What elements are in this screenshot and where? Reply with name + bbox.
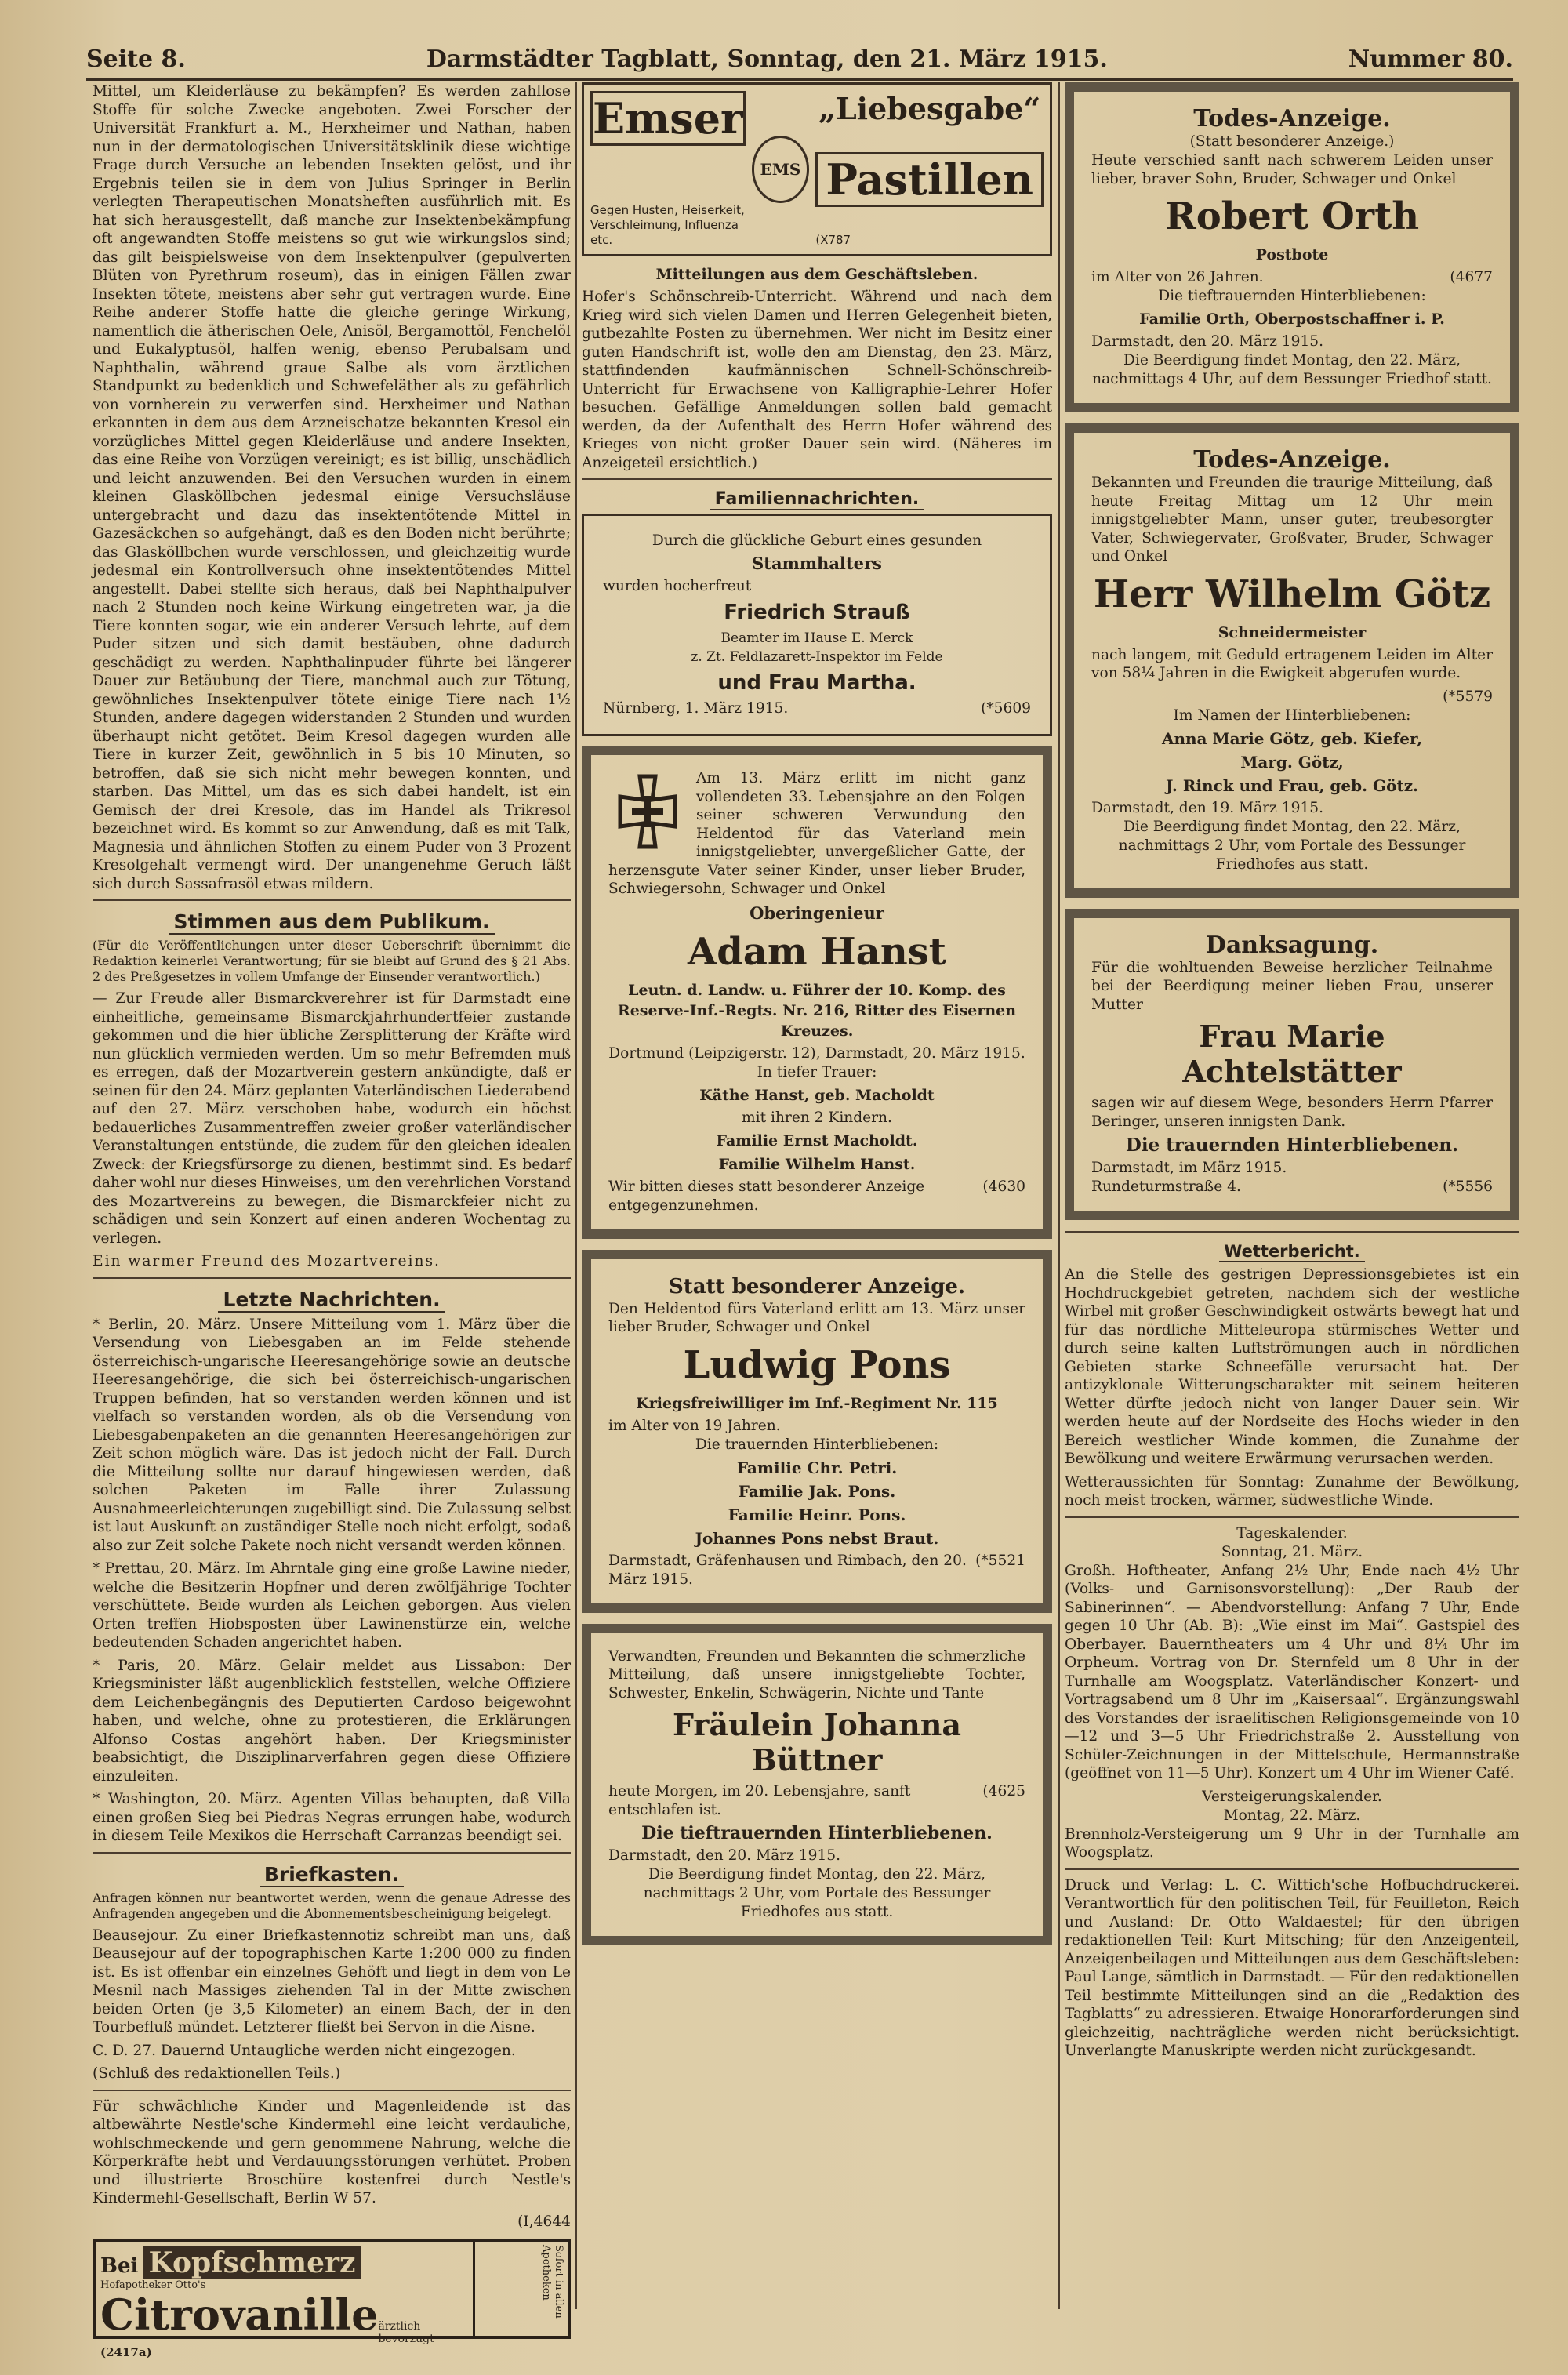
birth-l3: wurden hocherfreut <box>603 578 752 594</box>
goetz-n1: Anna Marie Götz, geb. Kiefer, <box>1161 728 1423 748</box>
divider <box>93 1277 571 1279</box>
birth-l1: Durch die glückliche Geburt eines gesunden <box>652 532 982 549</box>
left-column <box>93 82 571 2359</box>
brief-answer-2: C. D. 27. Dauernd Untaugliche werden nicht eingezogen. <box>93 2042 516 2059</box>
verst-date: Montag, 22. März. <box>1223 1807 1361 1824</box>
emser-left <box>590 91 746 248</box>
hanst-place: Dortmund (Leipzigerstr. 12), Darmstadt, 20. März 1915. <box>608 1044 1025 1062</box>
goetz-obituary <box>1065 423 1519 898</box>
dank-text2: sagen wir auf diesem Wege, besonders Herrn Pfarrer Beringer, unseren innigsten Dank. <box>1091 1095 1493 1130</box>
wetter-title-text: Wetterbericht. <box>1219 1242 1365 1262</box>
orth-text: Heute verschied sanft nach schwerem Leiden unser lieber, braver Sohn, Bruder, Schwager und Onkel <box>1091 152 1493 187</box>
goetz-trauer: Im Namen der Hinterbliebenen: <box>1173 706 1411 724</box>
orth-burial: Die Beerdigung findet Montag, den 22. März, nachmittags 4 Uhr, auf dem Bessunger Friedhof statt. <box>1092 352 1492 387</box>
divider <box>1065 1868 1519 1870</box>
verst-title: Versteigerungskalender. <box>1202 1788 1382 1805</box>
stimmen-title-text: Stimmen aus dem Publikum. <box>169 910 494 935</box>
kopf-bei: Bei <box>100 2254 139 2278</box>
orth-place: Darmstadt, den 20. März 1915. <box>1091 333 1324 350</box>
column-divider-1 <box>575 82 577 2309</box>
birth-notice <box>582 514 1052 736</box>
news-item-paris: * Paris, 20. März. Gelair meldet aus Lissabon: Der Kriegsminister läßt augenblicklich feststellen, welche Offiziere dem Leichenbegängnis des Deputierten Cardoso beigewohnt haben, und welche, ohne zu protestieren, die Erklärungen Alfonso Costas angehört haben. Der Kriegsminister beabsichtigt, die Disziplinarverfahren gegen diese Offiziere einzuleiten. <box>93 1657 571 1785</box>
emser-seal-icon: EMS <box>752 136 810 203</box>
verst-text: Brennholz-Versteigerung um 9 Uhr in der Turnhalle am Woogsplatz. <box>1065 1825 1519 1861</box>
pons-n4: Johannes Pons nebst Braut. <box>695 1528 939 1548</box>
stimmen-note: (Für die Veröffentlichungen unter dieser Ueberschrift übernimmt die Redaktion keinerlei Verantwortung; für sie bleibt auf Grund des § 21 Abs. 2 des Preßgesetzes in vollem Umfange der Einsender verantwortlich.) <box>93 938 571 984</box>
page-number: Seite 8. <box>86 45 186 73</box>
emser-code: (X787 <box>815 233 851 247</box>
kopf-vertical: Sofort in allen Apotheken <box>473 2242 568 2336</box>
goetz-text2: nach langem, mit Geduld ertragenem Leiden im Alter von 58¼ Jahren in die Ewigkeit abgerufen wurde. <box>1091 646 1493 681</box>
kopf-title: Kopfschmerz <box>143 2246 362 2279</box>
wetter-text: An die Stelle des gestrigen Depressionsgebietes ist ein Hochdruckgebiet getreten, nachdem sich der westliche Wirbel mit großer Geschwindigkeit ostwärts bewegt hat und für das nördliche Mitteleuropa stürmisches Wetter und durch seine kalten Luftströmungen auch in nördlichen Gebieten starke Schneefälle verursacht hat. Der antizyklonale Witterungscharakter mit seinem heiteren Wetter dürfte jedoch nicht von langer Dauer sein. Wir werden heute auf der Nordseite des Hochs wieder in den Bereich westlicher Winde kommen, die Zunahme der Bewölkung und weitere Erwärmung verursachen werden. <box>1065 1266 1519 1467</box>
birth-l6: und Frau Martha. <box>717 671 916 695</box>
goetz-place: Darmstadt, den 19. März 1915. <box>1091 799 1324 816</box>
dank-name: Frau Marie Achtelstätter <box>1182 1019 1402 1089</box>
divider <box>1065 1231 1519 1233</box>
hanst-n3: Familie Ernst Macholdt. <box>716 1131 918 1149</box>
goetz-job: Schneidermeister <box>1218 623 1367 641</box>
stimmen-letter: — Zur Freude aller Bismarckverehrer ist für Darmstadt eine einheitliche, gemeinsame Bismarckjahrhundertfeier zustande gekommen und die hier übliche Zersplitterung der Kräfte wird nun glücklich vermieden werden. Um so mehr Befremden muß es erregen, daß der Mozartverein gestern ankündigte, daß er seinen für den 24. März geplanten Vaterländischen Liederabend auf den 27. März verschoben habe, wodurch ein höchst bedauerliches Zusammentreffen zweier großer vaterländischer Veranstaltungen entstünde, die zudem für den gleichen idealen Zweck: der Kriegsfürsorge zu dienen, bestimmt sind. Es bedarf daher wohl nur dieses Hinweises, um den verehrlichen Vorstand des Mozartvereins zu bewegen, die Bismarckfeier nicht zu schädigen und sein Konzert auf einen anderen Wochentag zu verlegen. <box>93 990 571 1247</box>
dank-code: (*5556 <box>1443 1178 1493 1195</box>
hanst-n1: Käthe Hanst, geb. Macholdt <box>699 1086 935 1104</box>
fam-title <box>582 489 1052 509</box>
pons-name: Ludwig Pons <box>683 1342 951 1387</box>
buettner-place: Darmstadt, den 20. März 1915. <box>608 1847 841 1864</box>
pons-n3: Familie Heinr. Pons. <box>728 1505 906 1524</box>
goetz-burial: Die Beerdigung findet Montag, den 22. März, nachmittags 2 Uhr, vom Portale des Bessunger Friedhofes aus statt. <box>1118 818 1466 873</box>
right-column <box>1065 82 1519 2065</box>
citrovanille-main <box>96 2242 473 2359</box>
orth-fam: Familie Orth, Oberpostschaffner i. P. <box>1139 310 1445 328</box>
header-rule <box>86 78 1513 81</box>
buettner-burial: Die Beerdigung findet Montag, den 22. März, nachmittags 2 Uhr, vom Portale des Bessunger Friedhofes aus statt. <box>643 1866 991 1920</box>
orth-job: Postbote <box>1255 246 1329 263</box>
emser-liebesgabe: „Liebesgabe“ <box>818 91 1041 126</box>
divider <box>1065 1516 1519 1518</box>
goetz-name: Herr Wilhelm Götz <box>1093 572 1491 616</box>
news-item-berlin: * Berlin, 20. März. Unsere Mitteilung vom 1. März über die Versendung von Liebesgaben an im Felde stehende österreichisch-ungarische Heeresangehörige sowie an deutsche Heeresangehörige, die sich bei österreichisch-ungarischen Truppen befinden, hat so verstanden werden können und ist vielfach so verstanden worden, als ob die Versendung von Liebesgabenpaketen an die genannten Heeresangehörigen zur Zeit schon möglich wäre. Das ist jedoch nicht der Fall. Durch die Mitteilung sollte nur darauf hingewiesen werden, daß solchen Paketen im Falle ihrer Zulassung Ausnahmeerleichterungen zugebilligt sind. Die Zulassung selbst ist laut Auskunft an zuständiger Stelle noch nicht erfolgt, sodaß also zur Zeit solche Pakete noch nicht versandt werden können. <box>93 1316 571 1554</box>
issue-number: Nummer 80. <box>1348 45 1513 73</box>
divider <box>93 2090 571 2091</box>
hanst-text: Am 13. März erlitt im nicht ganz vollendeten 33. Lebensjahre an den Folgen seiner schweren Verwundung den Heldentod für das Vaterland mein innigstgeliebter, unvergeßlicher Gatte, der herzensgute Vater seiner Kinder, unser lieber Bruder, Schwiegersohn, Schwager und Onkel <box>608 770 1025 897</box>
pons-n2: Familie Jak. Pons. <box>738 1481 896 1501</box>
fam-title-text: Familiennachrichten. <box>710 489 924 510</box>
news-item-washington: * Washington, 20. März. Agenten Villas behaupten, daß Villa einen großen Sieg bei Piedras Negras errungen habe, wodurch in diesem Teile Mexikos die Herrschaft Carranzas beendigt sei. <box>93 1791 571 1844</box>
emser-text: Gegen Husten, Heiserkeit, Verschleimung, Influenza etc. <box>590 203 745 247</box>
birth-code: (*5609 <box>981 700 1031 717</box>
pons-title: Kriegsfreiwilliger im Inf.-Regiment Nr. 115 <box>636 1394 998 1412</box>
pons-head: Statt besonderer Anzeige. <box>668 1274 966 1298</box>
tages-date: Sonntag, 21. März. <box>1221 1543 1363 1560</box>
brief-answer-1: Beausejour. Zu einer Briefkastennotiz schreibt man uns, daß Beausejour auf der topographischen Karte 1:200 000 zu finden ist. Es ist offenbar ein einzelnes Gehöft und liegt in dem von Le Mesnil nach Massiges ziehenden Tal in der Mitte zwischen beiden Orten (je 3,5 Kilometer) an einem Bach, der in den Tourbefluß mündet. Letzterer fließt bei Servon in die Aisne. <box>93 1927 571 2035</box>
article-lice-research: Mittel, um Kleiderläuse zu bekämpfen? Es werden zahllose Stoffe für solche Zwecke angeboten. Zwei Forscher der Universität Frankfurt a. M., Herxheimer und Nathan, haben nun in der dermatologischen Universitätsklinik diese wichtige Frage durch Versuche an lebenden Insekten gelöst, und ihr Ergebnis teilen sie in dem von Julius Springer in Berlin verlegten Therapeutischen Monatsheften ausführlich mit. Es hat sich herausgestellt, daß manche zur Insektenbekämpfung oft angewandten Stoffe meistens so gut wie wirkungslos sind; das gilt beispielsweise von dem Insektenpulver (gepulverten Blüten von Pyrethrum roseum), das in einigen Fällen zwar Insekten tötete, meistens aber sehr gut vertragen wurde. Eine Reihe anderer Stoffe hatte die gleiche geringe Wirkung, namentlich die ätherischen Oele, Anisöl, Bergamottöl, Fenchelöl und Eukalyptusöl, halfen wenig, ebenso Perubalsam und Naphthalin, während graue Salbe als vom ärztlichen Standpunkt zu bedenklich und Schwefeläther als zu gefährlich von vornherein zu verwerfen sind. Herxheimer und Nathan erkannten in dem aus dem Arzneischatze bekannten Kresol ein vorzügliches Mittel gegen Kleiderläuse und andere Insekten, das eine Reihe von Vorzügen vereinigt; es ist billig, unschädlich und leicht anzuwenden. Bei den Versuchen wurden in einem kleinen Glasköllbchen jedesmal einige Versuchsläuse untergebracht und dazu das insektentötende Mittel in Gazesäckchen so aufgehängt, daß es den Boden nicht berührte; das Glasköllbchen wurde verschlossen, und gleichzeitig wurde jedesmal ein Kontrollversuch ohne insektentötendes Mittel angestellt. Dabei stellte sich heraus, daß bei Naphthalpulver nach 2 Stunden noch keine Wirkung eingetreten war, ja die Tiere konnten sogar, wie ein anderer Versuch lehrte, auf dem Puder sitzen und sich damit bestäuben, ohne dadurch geschädigt zu werden. Naphthalinpuder führte bei längerer Dauer zur Betäubung der Tiere, manchmal auch zur Tötung, gewöhnliches Insektenpulver tötete einige Tiere nach 1½ Stunden, andere dagegen widerstanden 2 Stunden und wurden überhaupt nicht getötet. Beim Kresol dagegen wurden alle Tiere in kurzer Zeit, gewöhnlich in 5 bis 10 Minuten, so betroffen, daß sie sich nicht mehr bewegen konnten, und starben. Das Mittel, um das es sich dabei handelt, ist ein Gemisch der drei Kresole, das im Handel als Trikresol bezeichnet wird. Es kommt so zur Anwendung, daß es mit Talk, Magnesia und ähnlichen Stoffen zu einem Puder von 3 Prozent Kresolgehalt vermengt wird. Der unangenehme Geruch läßt sich durch Sassafrasöl etwas mildern. <box>93 83 571 892</box>
letzte-title-text: Letzte Nachrichten. <box>218 1288 445 1313</box>
brief-note: Anfragen können nur beantwortet werden, wenn die genaue Adresse des Anfragenden angegeben und die Abonnementsbescheinigung beigelegt. <box>93 1890 571 1921</box>
pons-place: Darmstadt, Gräfenhausen und Rimbach, den 20. März 1915. <box>608 1552 967 1588</box>
mitt-title: Mitteilungen aus dem Geschäftsleben. <box>655 266 978 283</box>
dank-head: Danksagung. <box>1205 931 1379 959</box>
dank-street: Rundeturmstraße 4. <box>1091 1178 1241 1195</box>
masthead-title: Darmstädter Tagblatt, Sonntag, den 21. März 1915. <box>426 45 1108 73</box>
column-divider-2 <box>1058 82 1060 2309</box>
section-brief-title <box>93 1863 571 1886</box>
orth-name: Robert Orth <box>1164 194 1420 238</box>
hanst-trauer: In tiefer Trauer: <box>757 1063 877 1080</box>
mitt-text: Hofer's Schönschreib-Unterricht. Während und nach dem Krieg wird sich vielen Damen und Herren Gelegenheit bieten, gutbezahlte Posten zu übernehmen. Wer nicht im Besitz einer guten Handschrift ist, wolle den am Dienstag, den 23. März, stattfindenden kaufmännischen Schnell-Schönschreib-Unterricht für Erwachsene von Kalligraphie-Lehrer Hofer besuchen. Gefällige Anmeldungen sollen bald gemacht werden, da der Aufenthalt des Herrn Hofer während des Krieges von nicht großer Dauer sein wird. (Näheres im Anzeigeteil ersichtlich.) <box>582 289 1052 471</box>
pons-code: (*5521 <box>975 1552 1025 1569</box>
citrovanille-ad <box>93 2239 571 2359</box>
goetz-code: (*5579 <box>1443 688 1493 705</box>
goetz-head: Todes-Anzeige. <box>1193 446 1391 474</box>
orth-head: Todes-Anzeige. <box>1193 105 1391 133</box>
hanst-n4: Familie Wilhelm Hanst. <box>718 1155 916 1173</box>
page-header <box>86 43 1513 74</box>
tages-text: Großh. Hoftheater, Anfang 2½ Uhr, Ende nach 4½ Uhr (Volks- und Garnisonsvorstellung): „Der Raub der Sabinerinnen“. — Abendvorstellung: Anfang 7 Uhr, Ende gegen 10 Uhr (Ab. B): „Wie einst im Mai“. Gastspiel des Oberbayer. Bauerntheaters um 4 Uhr und 8¼ Uhr im Orpheum. Vortrag von Dr. Sternfeld um 8 Uhr in der Turnhalle am Woogsplatz. Vaterländischer Konzert- und Vortragsabend um 8 Uhr im „Kaisersaal“. Ergänzungswahl des Vorstandes der israelitischen Religionsgemeinde von 10—12 und 3—5 Uhr Friedrichstraße 2. Ausstellung von Schüler-Zeichnungen in der Mittelschule, Hermannstraße (geöffnet von 11—5 Uhr). Konzert um 4 Uhr im Wiener Café. <box>1065 1562 1519 1781</box>
brief-title-text: Briefkasten. <box>260 1863 404 1887</box>
buettner-trauer: Die tieftrauernden Hinterbliebenen. <box>641 1823 993 1843</box>
goetz-n2: Marg. Götz, <box>1240 752 1344 772</box>
section-stimmen-title <box>93 910 571 933</box>
orth-sub: (Statt besonderer Anzeige.) <box>1189 133 1395 150</box>
birth-l5: z. Zt. Feldlazarett-Inspektor im Felde <box>691 649 943 665</box>
birth-place: Nürnberg, 1. März 1915. <box>603 700 789 717</box>
buettner-text2: heute Morgen, im 20. Lebensjahre, sanft entschlafen ist. <box>608 1783 911 1818</box>
hanst-n2: mit ihren 2 Kindern. <box>742 1109 892 1126</box>
buettner-text: Verwandten, Freunden und Bekannten die schmerzliche Mitteilung, daß unsere innigstgeliebte Tochter, Schwester, Enkelin, Schwägerin, Nichte und Tante <box>608 1647 1025 1701</box>
birth-name: Friedrich Strauß <box>724 601 910 624</box>
goetz-text: Bekannten und Freunden die traurige Mitteilung, daß heute Freitag Mittag um 12 Uhr mein innigstgeliebter Mann, unser guter, treubesorgter Vater, Schwiegervater, Großvater, Bruder, Schwager und Onkel <box>1091 474 1493 565</box>
buettner-code: (4625 <box>982 1783 1025 1799</box>
hanst-name: Adam Hanst <box>688 929 946 974</box>
dank-place: Darmstadt, im März 1915. <box>1091 1160 1287 1176</box>
orth-code: (4677 <box>1450 269 1493 285</box>
middle-column <box>582 82 1052 1956</box>
nestle-code: (I,4644 <box>517 2213 571 2230</box>
hanst-obituary <box>582 746 1052 1239</box>
orth-obituary <box>1065 82 1519 412</box>
end-of-editorial: (Schluß des redaktionellen Teils.) <box>93 2065 341 2082</box>
birth-l4: Beamter im Hause E. Merck <box>720 630 913 646</box>
dank-notice <box>1065 909 1519 1221</box>
orth-trauer: Die tieftrauernden Hinterbliebenen: <box>1158 288 1426 304</box>
hanst-title: Leutn. d. Landw. u. Führer der 10. Komp. des Reserve-Inf.-Regts. Nr. 216, Ritter des Eisernen Kreuzes. <box>617 981 1017 1040</box>
kopf-brand: Citrovanille <box>100 2290 379 2340</box>
buettner-obituary <box>582 1624 1052 1946</box>
hanst-rank: Oberingenieur <box>750 902 884 923</box>
pons-obituary <box>582 1250 1052 1613</box>
wetter-title <box>1065 1242 1519 1261</box>
tages-title: Tageskalender. <box>1236 1524 1348 1542</box>
pons-text: Den Heldentod fürs Vaterland erlitt am 13. März unser lieber Bruder, Schwager und Onkel <box>608 1300 1025 1335</box>
pons-n1: Familie Chr. Petri. <box>736 1458 898 1477</box>
birth-l2: Stammhalters <box>752 554 882 573</box>
divider <box>93 1852 571 1854</box>
nestle-ad: Für schwächliche Kinder und Magenleidende ist das altbewährte Nestle'sche Kindermehl eine leicht verdauliche, wohlschmeckende und gern genommene Nahrung, welche die Körperkräfte hebt und Verdauungsstörungen verhütet. Proben und illustrierte Broschüre kostenfrei durch Nestle's Kindermehl-Gesellschaft, Berlin W 57. <box>93 2097 571 2206</box>
emser-pastillen-ad <box>582 82 1052 256</box>
divider <box>582 478 1052 480</box>
pons-trauer: Die trauernden Hinterbliebenen: <box>695 1436 939 1453</box>
hanst-code: (4630 <box>982 1178 1025 1195</box>
hanst-note: Wir bitten dieses statt besonderer Anzeige entgegenzunehmen. <box>608 1178 925 1214</box>
pons-age: im Alter von 19 Jahren. <box>608 1417 781 1434</box>
iron-cross-icon <box>608 772 687 851</box>
kopf-sub: Hofapotheker Otto's <box>100 2279 206 2291</box>
emser-word: Emser <box>590 91 746 146</box>
goetz-n3: J. Rinck und Frau, geb. Götz. <box>1165 775 1419 795</box>
buettner-name: Fräulein Johanna Büttner <box>673 1707 961 1778</box>
stimmen-signature: Ein warmer Freund des Mozartvereins. <box>93 1253 441 1269</box>
imprint: Druck und Verlag: L. C. Wittich'sche Hofbuchdruckerei. Verantwortlich für den politischen Teil, für Feuilleton, Reich und Ausland: Dr. Otto Waldaestel; für den übrigen redaktionellen Teil: Kurt Mitsching; für den Anzeigenteil, Anzeigenbeilagen und Mitteilungen aus dem Geschäftsleben: Paul Lange, sämtlich in Darmstadt. — Für den redaktionellen Teil bestimmte Mitteilungen sind an die „Redaktion des Tagblatts“ zu adressieren. Etwaige Honorarforderungen sind gleichzeitig, nachträgliche werden nicht berücksichtigt. Unverlangte Manuskripte werden nicht zurückgesandt. <box>1065 1876 1519 2059</box>
wetter-aussichten: Wetteraussichten für Sonntag: Zunahme der Bewölkung, noch meist trocken, wärmer, südwestliche Winde. <box>1065 1473 1519 1509</box>
news-item-prettau: * Prettau, 20. März. Im Ahrntale ging eine große Lawine nieder, welche die Besitzerin Hopfner und deren zwölfjährige Tochter verschüttete. Beide wurden als Leichen geborgen. Aus vielen Orten treffen Hiobsposten über Lawinenstürze ein, welche bedeutenden Schaden angerichtet haben. <box>93 1560 571 1651</box>
kopf-side: ärztlich bevorzugt <box>378 2320 434 2345</box>
kopf-code: (2417a) <box>100 2345 152 2359</box>
divider <box>93 899 571 901</box>
dank-text: Für die wohltuenden Beweise herzlicher Teilnahme bei der Beerdigung meiner lieben Frau, unserer Mutter <box>1091 959 1493 1013</box>
section-letzte-title <box>93 1288 571 1311</box>
dank-trauer: Die trauernden Hinterbliebenen. <box>1125 1135 1459 1156</box>
emser-right <box>815 91 1044 248</box>
orth-age: im Alter von 26 Jahren. <box>1091 269 1264 285</box>
emser-pastillen: Pastillen <box>815 152 1044 207</box>
